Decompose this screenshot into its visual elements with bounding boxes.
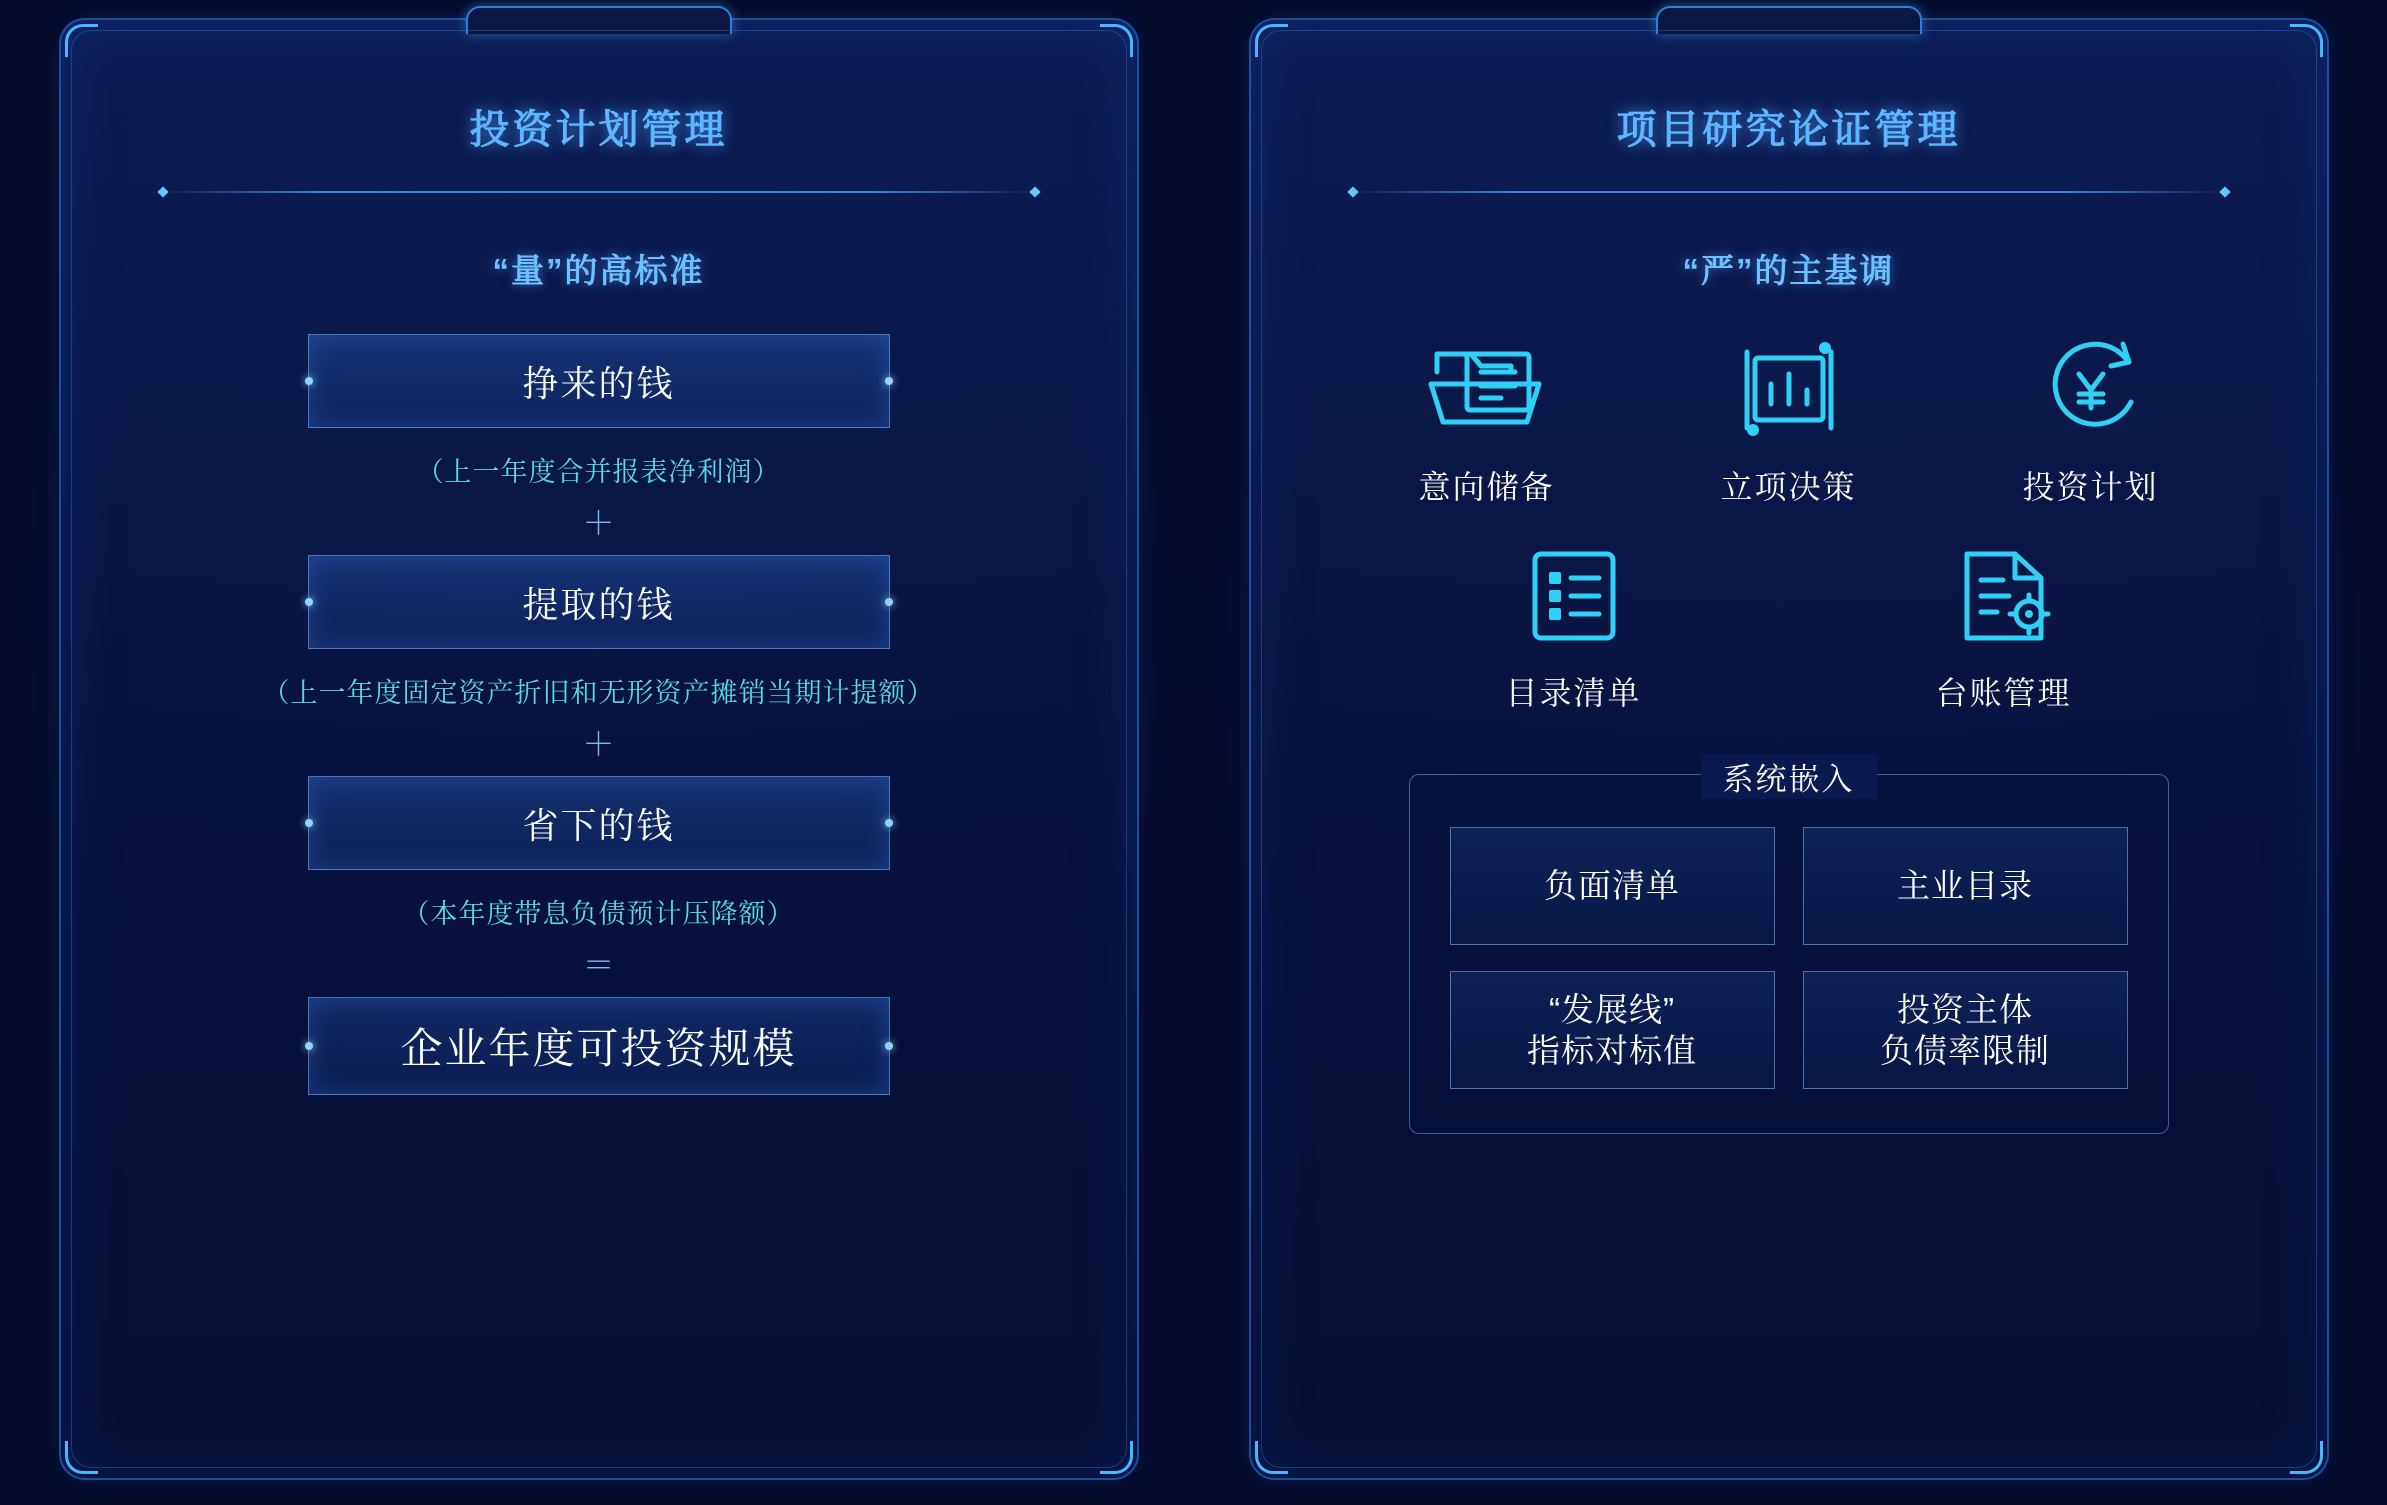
formula-note-extracted: （上一年度固定资产折旧和无形资产摊销当期计提额） bbox=[262, 678, 935, 708]
corner-bracket-bottom-left bbox=[1255, 1441, 1288, 1474]
embed-cell-development-line-line2: 指标对标值 bbox=[1527, 1032, 1697, 1069]
corner-bracket-bottom-right bbox=[2290, 1441, 2323, 1474]
checklist-icon bbox=[1515, 542, 1633, 650]
process-item-reserve bbox=[1357, 332, 1617, 508]
process-icon-grid bbox=[1339, 332, 2239, 748]
formula-operator-2: ＋ bbox=[582, 726, 615, 762]
process-item-decision bbox=[1659, 332, 1919, 508]
formula-box-earned bbox=[308, 334, 890, 428]
left-panel bbox=[59, 18, 1139, 1480]
embed-cell-negative-list bbox=[1450, 827, 1775, 945]
system-embed-grid bbox=[1450, 827, 2128, 1089]
system-embed-title: 系统嵌入 bbox=[1701, 754, 1877, 799]
right-panel-subtitle: “严”的主基调 bbox=[1682, 252, 1895, 289]
corner-bracket-bottom-right bbox=[1100, 1441, 1133, 1474]
right-panel-title: 项目研究论证管理 bbox=[1616, 108, 1961, 152]
process-item-ledger bbox=[1874, 542, 2134, 714]
process-item-plan bbox=[1961, 332, 2221, 508]
process-item-plan-label: 投资计划 bbox=[2022, 469, 2159, 505]
formula-box-saved bbox=[308, 776, 890, 870]
formula-box-saved-label: 省下的钱 bbox=[522, 804, 675, 846]
left-title-divider bbox=[159, 191, 1039, 193]
embed-cell-development-line bbox=[1450, 971, 1775, 1089]
corner-bracket-bottom-left bbox=[65, 1441, 98, 1474]
formula-note-saved: （本年度带息负债预计压降额） bbox=[402, 899, 795, 929]
formula-box-extracted-label: 提取的钱 bbox=[522, 583, 675, 625]
folder-document-icon bbox=[1423, 332, 1551, 444]
formula-operator-1: ＋ bbox=[582, 505, 615, 541]
formula-box-result-label: 企业年度可投资规模 bbox=[400, 1025, 797, 1072]
formula-box-extracted bbox=[308, 555, 890, 649]
embed-cell-development-line-line1: “发展线” bbox=[1549, 990, 1675, 1028]
yen-refresh-icon bbox=[2027, 332, 2155, 444]
right-panel bbox=[1249, 18, 2329, 1480]
process-icon-grid-row-2 bbox=[1339, 542, 2239, 748]
embed-cell-main-business-catalog-line1: 主业目录 bbox=[1897, 867, 2033, 905]
system-embed-group bbox=[1409, 762, 2169, 1134]
embed-cell-investor-debt-ratio-line1: 投资主体 bbox=[1897, 990, 2033, 1028]
formula-note-earned: （上一年度合并报表净利润） bbox=[416, 457, 781, 487]
formula-box-earned-label: 挣来的钱 bbox=[522, 362, 675, 404]
formula-operator-3: ＝ bbox=[582, 947, 615, 983]
formula-box-result bbox=[308, 997, 890, 1095]
embed-cell-investor-debt-ratio bbox=[1803, 971, 2128, 1089]
process-item-catalog bbox=[1444, 542, 1704, 714]
process-item-decision-label: 立项决策 bbox=[1720, 469, 1857, 505]
left-panel-title: 投资计划管理 bbox=[469, 108, 728, 152]
process-item-catalog-label: 目录清单 bbox=[1505, 675, 1642, 711]
investment-formula bbox=[61, 334, 1137, 1095]
right-title-divider bbox=[1349, 191, 2229, 193]
embed-cell-investor-debt-ratio-line2: 负债率限制 bbox=[1880, 1032, 2050, 1069]
bar-chart-icon bbox=[1725, 332, 1853, 444]
process-item-ledger-label: 台账管理 bbox=[1935, 675, 2072, 711]
process-item-reserve-label: 意向储备 bbox=[1418, 469, 1555, 505]
document-gear-icon bbox=[1945, 542, 2063, 650]
embed-cell-negative-list-line1: 负面清单 bbox=[1544, 867, 1680, 905]
left-panel-subtitle: “量”的高标准 bbox=[492, 252, 705, 289]
embed-cell-main-business-catalog bbox=[1803, 827, 2128, 945]
